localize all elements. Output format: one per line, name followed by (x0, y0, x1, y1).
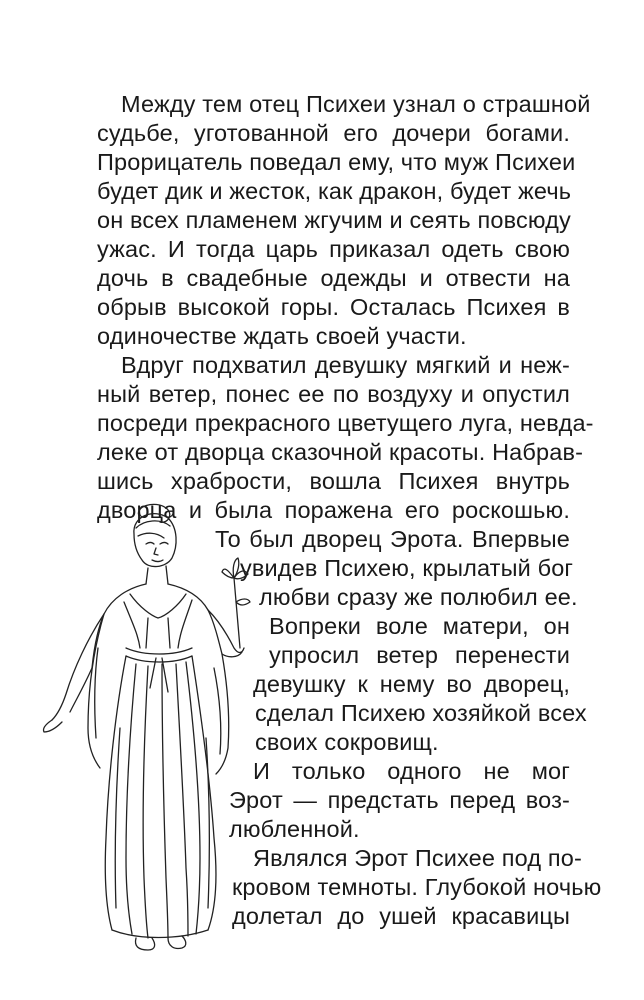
text-line: девушку к нему во дворец, (253, 671, 570, 697)
text-line: судьбе, уготованной его дочери богами. (97, 120, 570, 146)
text-line: шись храбрости, вошла Психея внутрь (97, 468, 570, 494)
text-line: Вопреки воле матери, он (269, 613, 570, 639)
text-line: Вдруг подхватил девушку мягкий и неж- (121, 352, 570, 378)
text-line: Эрот — предстать перед воз- (229, 787, 570, 813)
text-line: посреди прекрасного цветущего луга, невда- (97, 410, 594, 436)
text-line: любленной. (229, 816, 360, 842)
text-line: увидев Психею, крылатый бог (240, 555, 574, 581)
text-line: долетал до ушей красавицы (232, 903, 570, 929)
psyche-illustration (28, 498, 258, 960)
text-line: обрыв высокой горы. Осталась Психея в (97, 294, 570, 320)
text-line: ный ветер, понес ее по воздуху и опустил (97, 381, 570, 407)
text-line: любви сразу же полюбил ее. (259, 584, 578, 610)
text-line: упросил ветер перенести (269, 642, 570, 668)
text-line: дочь в свадебные одежды и отвести на (97, 265, 570, 291)
text-line: сделал Психею хозяйкой всех (255, 700, 587, 726)
text-line: одиночестве ждать своей участи. (97, 323, 467, 349)
text-line: будет дик и жесток, как дракон, будет жечь (97, 178, 572, 204)
text-line: Являлся Эрот Психее под по- (253, 845, 582, 871)
text-line: он всех пламенем жгучим и сеять повсюду (97, 207, 571, 233)
text-line: леке от дворца сказочной красоты. Набрав- (97, 439, 584, 465)
text-line: своих сокровищ. (255, 729, 439, 755)
text-line: То был дворец Эрота. Впервые (215, 526, 570, 552)
text-line: ужас. И тогда царь приказал одеть свою (97, 236, 570, 262)
text-line: Между тем отец Психеи узнал о страшной (121, 91, 591, 117)
text-line: дворца и была поражена его роскошью. (97, 497, 570, 523)
text-line: И только одного не мог (253, 758, 570, 784)
text-line: Прорицатель поведал ему, что муж Психеи (97, 149, 576, 175)
text-line: кровом темноты. Глубокой ночью (232, 874, 602, 900)
woman-figure-drawing (28, 498, 258, 960)
